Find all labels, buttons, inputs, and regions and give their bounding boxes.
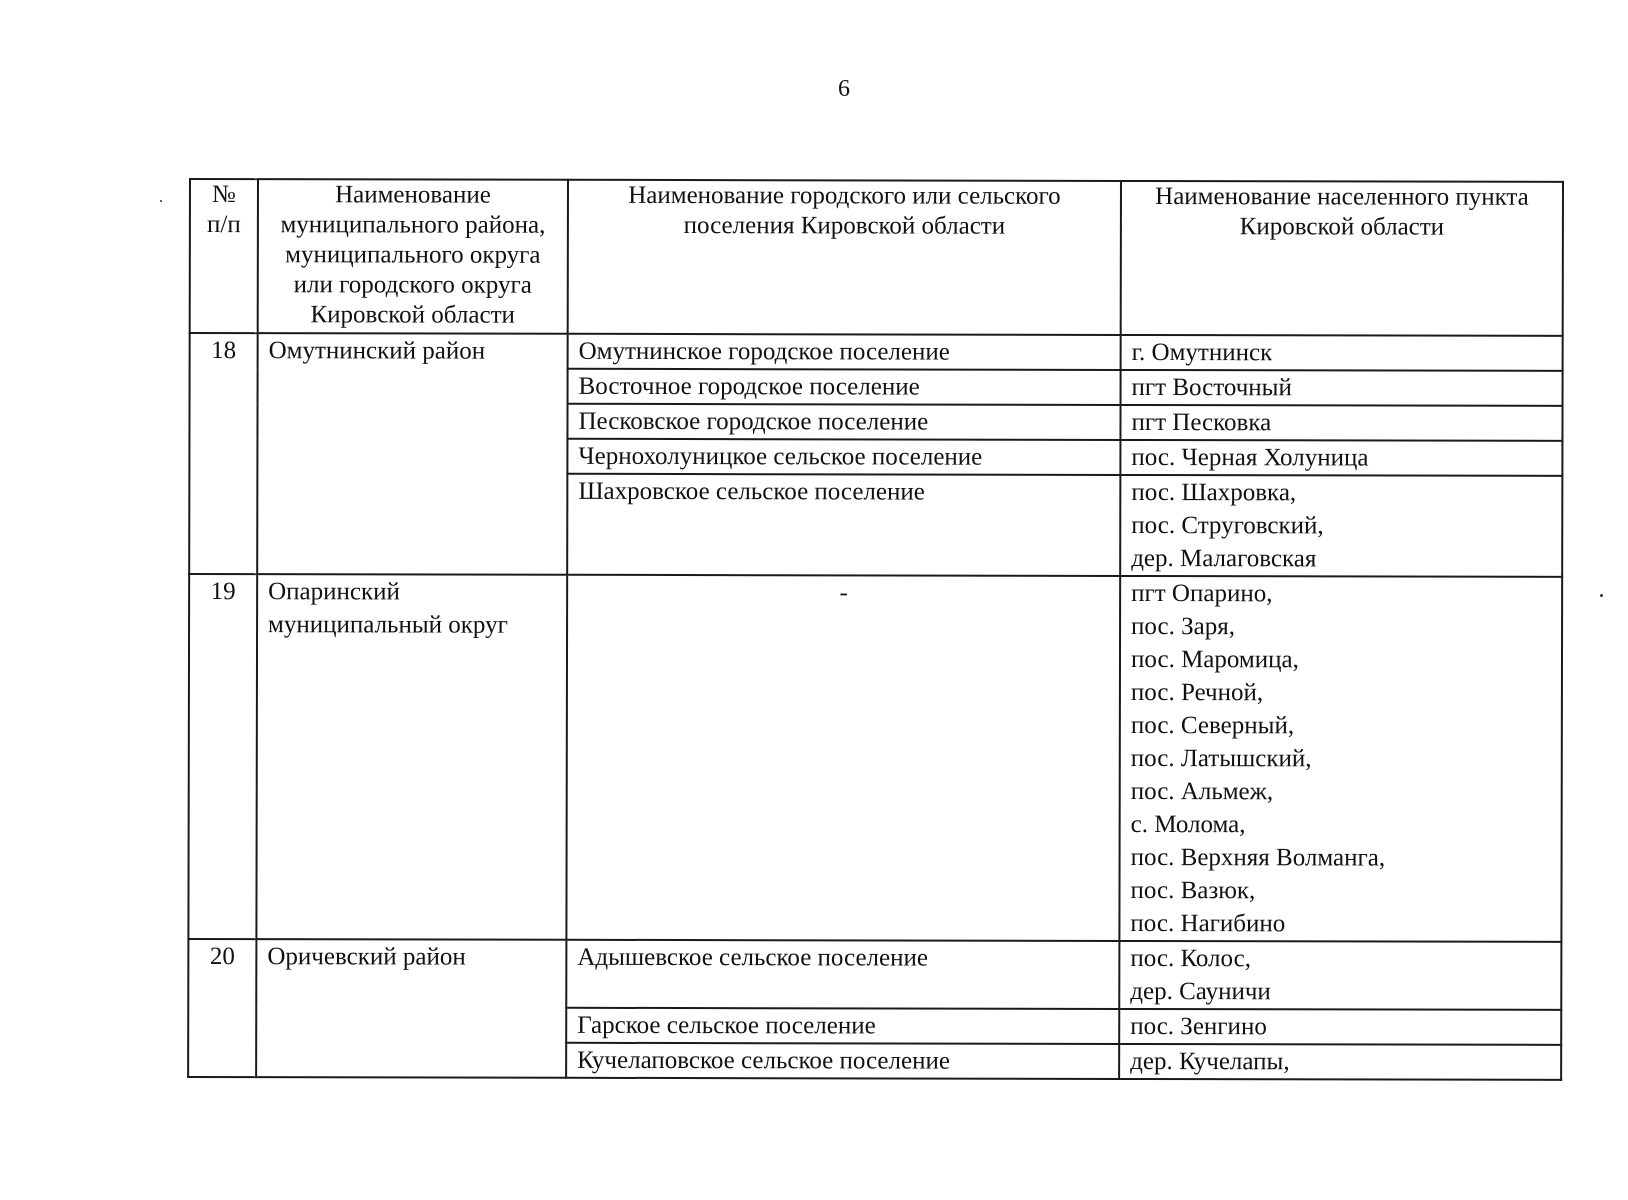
locality-cell xyxy=(1119,576,1562,942)
page-number: 6 xyxy=(838,76,850,102)
settlement-name: Песковское городское поселение xyxy=(567,404,1120,440)
locality-name: пос. Заря, xyxy=(1131,612,1236,641)
locality-cell xyxy=(1121,370,1563,406)
locality-cell xyxy=(1120,405,1562,441)
locality-cell xyxy=(1119,1044,1561,1080)
settlement-name: Омутнинское городское поселение xyxy=(568,334,1121,370)
locality-name: дер. Малаговская xyxy=(1131,544,1317,573)
table-row xyxy=(188,574,1562,942)
locality-name: дер. Кучелапы, xyxy=(1130,1047,1290,1076)
locality-name: пос. Речной, xyxy=(1130,678,1264,707)
settlement-name: Чернохолуницкое сельское поселение xyxy=(567,439,1120,475)
locality-name: пос. Альмеж, xyxy=(1130,777,1274,806)
locality-name: пос. Маромица, xyxy=(1130,645,1299,674)
header-number: № п/п xyxy=(190,179,258,333)
locality-name: пгт Опарино, xyxy=(1131,579,1273,608)
locality-name: пос. Черная Холуница xyxy=(1131,443,1369,472)
table-header-row xyxy=(190,179,1563,336)
locality-name: пос. Шахровка, xyxy=(1131,478,1297,507)
row-number: 18 xyxy=(189,333,258,574)
locality-name: пос. Вазюк, xyxy=(1130,876,1256,905)
locality-name: пос. Нагибино xyxy=(1130,909,1286,938)
settlement-name: Восточное городское поселение xyxy=(568,369,1121,405)
row-number: 20 xyxy=(188,939,256,1077)
table-container xyxy=(187,178,1562,1081)
locality-name: пгт Песковка xyxy=(1131,408,1272,437)
locality-name: пос. Колос, xyxy=(1130,944,1252,973)
locality-name: пос. Верхняя Волманга, xyxy=(1130,843,1386,872)
scan-speck xyxy=(1600,594,1603,597)
table-body xyxy=(188,333,1563,1080)
header-settlement: Наименование городского или сельского поселения Кировской области xyxy=(568,180,1121,335)
locality-name: пос. Латышский, xyxy=(1130,744,1312,773)
settlement-name: Шахровское сельское поселение xyxy=(567,474,1120,576)
header-district: Наименование муниципального района, муниципального округа или городского округа Кировской области xyxy=(258,179,568,334)
district-name: Омутнинский район xyxy=(257,333,568,575)
locality-name: пос. Северный, xyxy=(1130,711,1295,740)
row-number: 19 xyxy=(188,574,257,939)
settlements-table xyxy=(187,178,1564,1081)
settlement-name: Кучелаповское сельское поселение xyxy=(566,1043,1119,1079)
locality-name: пос. Зенгино xyxy=(1130,1012,1267,1041)
scan-speck xyxy=(160,200,162,202)
header-locality: Наименование населенного пункта Кировской области xyxy=(1121,181,1563,336)
locality-name: г. Омутнинск xyxy=(1131,338,1273,367)
locality-cell xyxy=(1119,941,1561,1010)
settlement-name: Адышевское сельское поселение xyxy=(566,940,1119,1009)
locality-cell xyxy=(1120,475,1562,577)
locality-name: дер. Сауничи xyxy=(1130,977,1271,1006)
locality-name: пос. Струговский, xyxy=(1131,511,1324,540)
locality-cell xyxy=(1119,1009,1561,1045)
locality-name: пгт Восточный xyxy=(1131,373,1292,402)
district-name: Оричевский район xyxy=(256,939,566,1078)
locality-name: с. Молома, xyxy=(1130,810,1246,839)
settlement-name: Гарское сельское поселение xyxy=(566,1008,1119,1044)
table-row xyxy=(190,333,1563,371)
table-row xyxy=(188,939,1561,1010)
locality-cell xyxy=(1121,335,1563,371)
locality-cell xyxy=(1120,440,1562,476)
settlement-name: - xyxy=(566,575,1120,941)
district-name: Опаринский муниципальный округ xyxy=(256,574,567,940)
